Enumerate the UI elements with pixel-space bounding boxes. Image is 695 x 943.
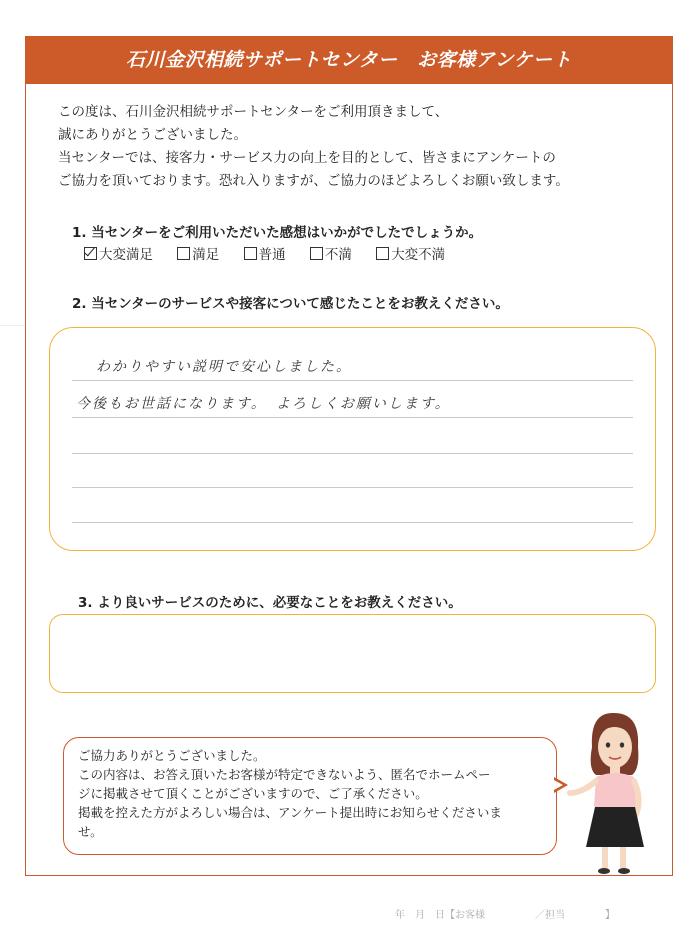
mascot-woman-illustration (562, 707, 662, 877)
option-very-satisfied[interactable] (84, 243, 153, 263)
satisfaction-options (84, 243, 465, 263)
checkbox-icon[interactable] (244, 247, 257, 260)
closing-line: ジに掲載させて頂くことがございますので、ご了承ください。 (78, 786, 428, 801)
intro-line: ご協力を頂いております。恐れ入りますが、ご協力のほどよろしくお願い致します。 (58, 173, 569, 189)
footer-record-line: 年 月 日【お客様 ／担当 】 (395, 910, 615, 921)
answer-rule (72, 417, 633, 418)
checkbox-icon[interactable] (310, 247, 323, 260)
handwritten-answer-line: わかりやすい説明で安心しました。 (96, 359, 352, 375)
option-dissatisfied[interactable] (310, 243, 352, 263)
option-very-dissatisfied[interactable] (376, 243, 445, 263)
checkbox-icon[interactable] (376, 247, 389, 260)
option-label: 大変満足 (99, 247, 153, 263)
intro-line: 当センターでは、接客力・サービス力の向上を目的として、皆さまにアンケートの (58, 150, 556, 166)
closing-message-bubble (63, 737, 557, 855)
closing-line: ご協力ありがとうございました。 (78, 748, 266, 763)
option-label: 大変不満 (391, 247, 446, 263)
survey-title: 石川金沢相続サポートセンター お客様アンケート (26, 37, 672, 84)
intro-line: この度は、石川金沢相続サポートセンターをご利用頂きまして、 (58, 104, 449, 120)
closing-line: この内容は、お答え頂いたお客様が特定できないよう、匿名でホームペー (78, 767, 491, 782)
question-3: 3. より良いサービスのために、必要なことをお教えください。 (78, 595, 462, 611)
closing-line: 掲載を控えた方がよろしい場合は、アンケート提出時にお知らせくださいま (78, 805, 502, 820)
handwritten-answer-line: 今後もお世話になります。 よろしくお願いします。 (76, 396, 451, 412)
survey-sheet (25, 36, 673, 876)
answer-2-box[interactable] (49, 327, 656, 551)
bubble-tail-inner (552, 779, 563, 791)
intro-line: 誠にありがとうございました。 (58, 127, 247, 143)
option-neutral[interactable] (244, 243, 286, 263)
answer-rule (72, 380, 633, 381)
answer-rule (72, 487, 633, 488)
option-label: 満足 (192, 247, 220, 263)
closing-line: せ。 (78, 824, 103, 839)
question-2: 2. 当センターのサービスや接客について感じたことをお教えください。 (72, 296, 509, 312)
fold-line (0, 325, 25, 326)
intro-text (58, 101, 648, 193)
question-1: 1. 当センターをご利用いただいた感想はいかがでしたでしょうか。 (72, 225, 483, 241)
option-label: 不満 (324, 247, 352, 263)
option-satisfied[interactable] (177, 243, 219, 263)
answer-rule (72, 522, 633, 523)
answer-3-box[interactable] (49, 614, 656, 693)
answer-rule (72, 453, 633, 454)
checkbox-icon[interactable] (177, 247, 190, 260)
option-label: 普通 (258, 247, 286, 263)
checkbox-checked-icon[interactable] (84, 247, 97, 260)
